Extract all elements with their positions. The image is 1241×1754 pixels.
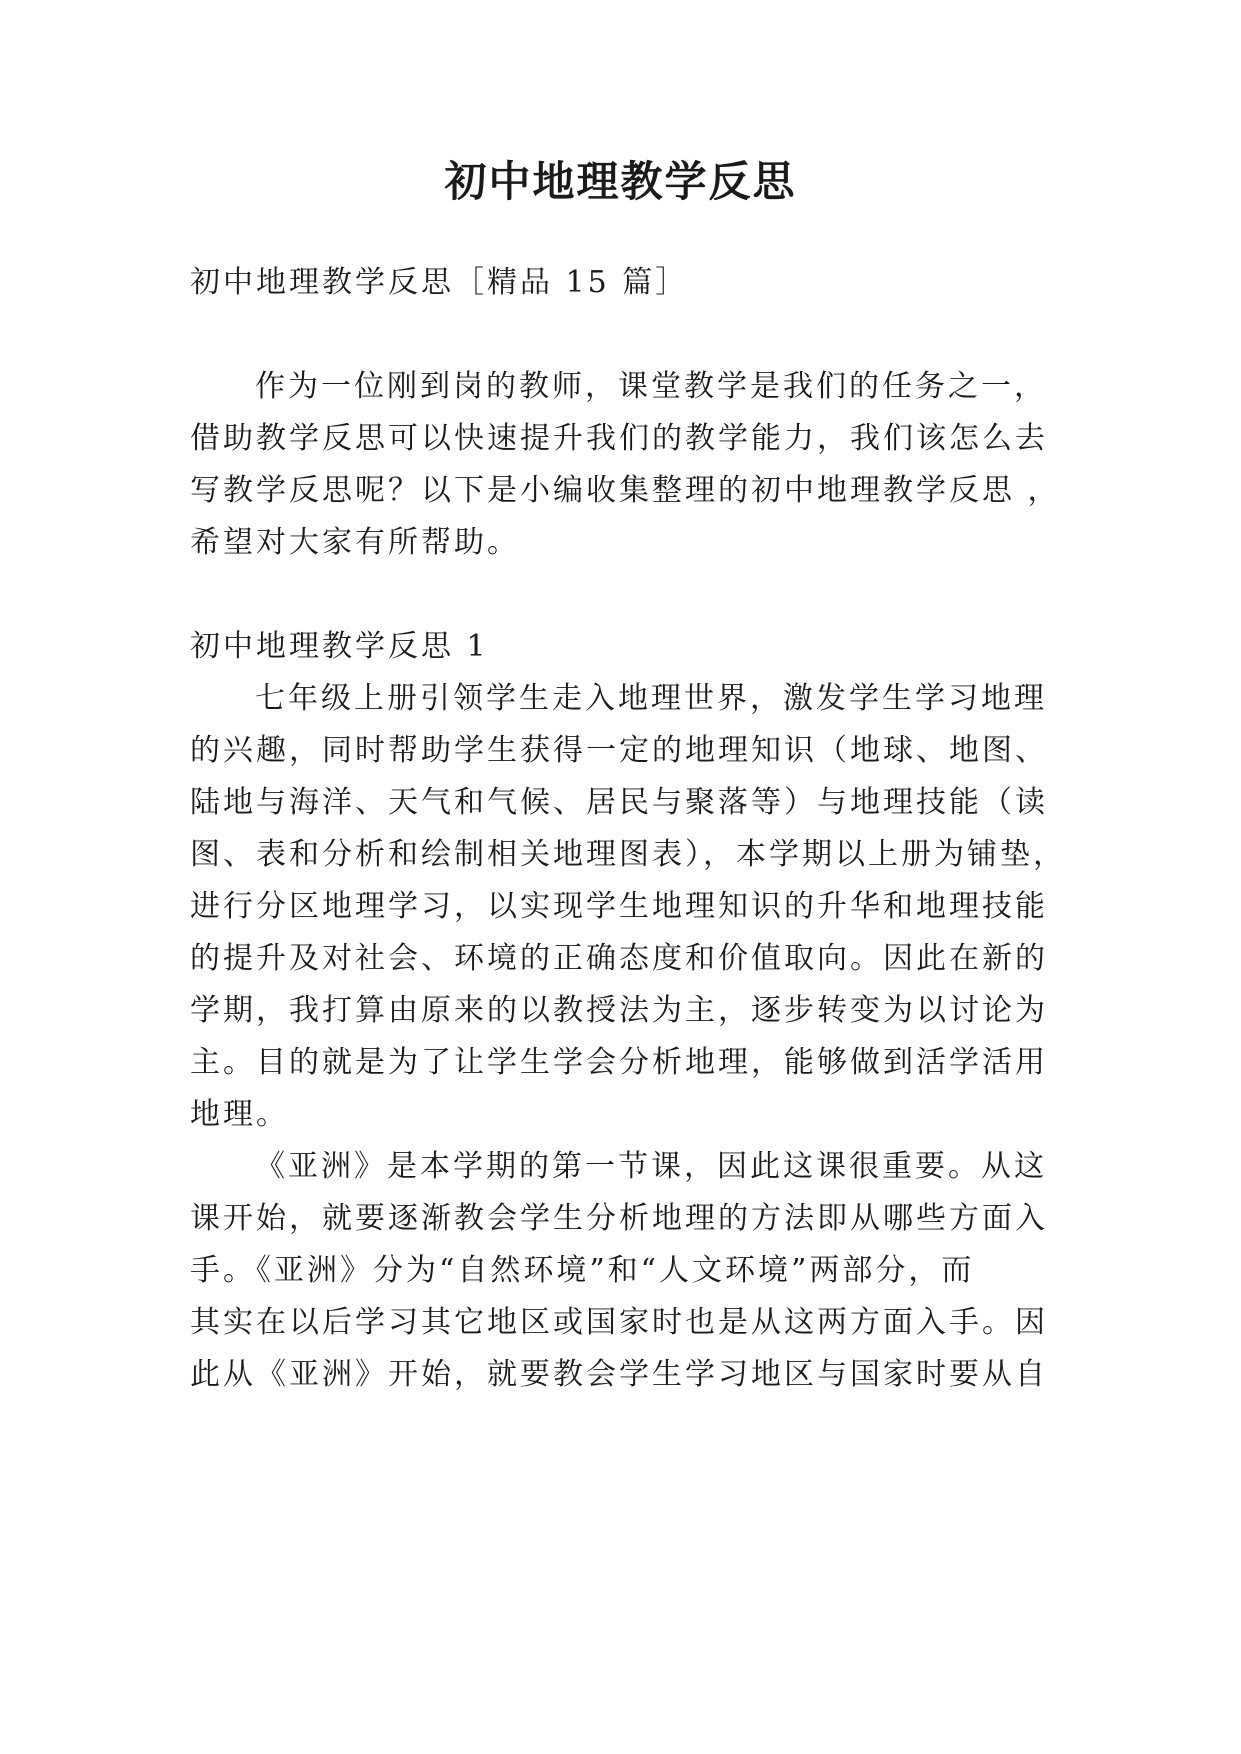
para1-line-3: 陆地与海洋、天气和气候、居民与聚落等）与地理技能（读 [190, 785, 1048, 820]
para1-line-8: 主。目的就是为了让学生学会分析地理，能够做到活学活用 [190, 1045, 1048, 1080]
para2-line-3: 手。《亚洲》分为“自然环境”和“人文环境”两部分，而 [190, 1253, 975, 1288]
para1-line-9: 地理。 [190, 1097, 289, 1132]
para1-line-4: 图、表和分析和绘制相关地理图表），本学期以上册为铺垫， [190, 837, 1066, 872]
section-heading-1: 初中地理教学反思 1 [190, 629, 489, 664]
para1-line-1: 七年级上册引领学生走入地理世界，激发学生学习地理 [255, 681, 1047, 716]
para1-line-2: 的兴趣，同时帮助学生获得一定的地理知识（地球、地图、 [190, 733, 1048, 768]
intro-line-3: 写教学反思呢？以下是小编收集整理的初中地理教学反思 ， [190, 473, 1061, 508]
para2-line-2: 课开始，就要逐渐教会学生分析地理的方法即从哪些方面入 [190, 1201, 1048, 1236]
intro-line-2: 借助教学反思可以快速提升我们的教学能力，我们该怎么去 [190, 421, 1048, 456]
para1-line-7: 学期，我打算由原来的以教授法为主，逐步转变为以讨论为 [190, 993, 1048, 1028]
para2-line-5: 此从《亚洲》开始，就要教会学生学习地区与国家时要从自 [190, 1357, 1048, 1392]
para2-line-4: 其实在以后学习其它地区或国家时也是从这两方面入手。因 [190, 1305, 1048, 1340]
para1-line-6: 的提升及对社会、环境的正确态度和价值取向。因此在新的 [190, 941, 1048, 976]
document-title: 初中地理教学反思 [444, 157, 797, 206]
para2-line-1: 《亚洲》是本学期的第一节课，因此这课很重要。从这 [255, 1149, 1047, 1184]
intro-line-4: 希望对大家有所帮助。 [190, 525, 520, 560]
document-subtitle: 初中地理教学反思［精品 15 篇］ [190, 265, 689, 300]
intro-line-1: 作为一位刚到岗的教师，课堂教学是我们的任务之一， [255, 369, 1047, 404]
para1-line-5: 进行分区地理学习，以实现学生地理知识的升华和地理技能 [190, 889, 1048, 924]
